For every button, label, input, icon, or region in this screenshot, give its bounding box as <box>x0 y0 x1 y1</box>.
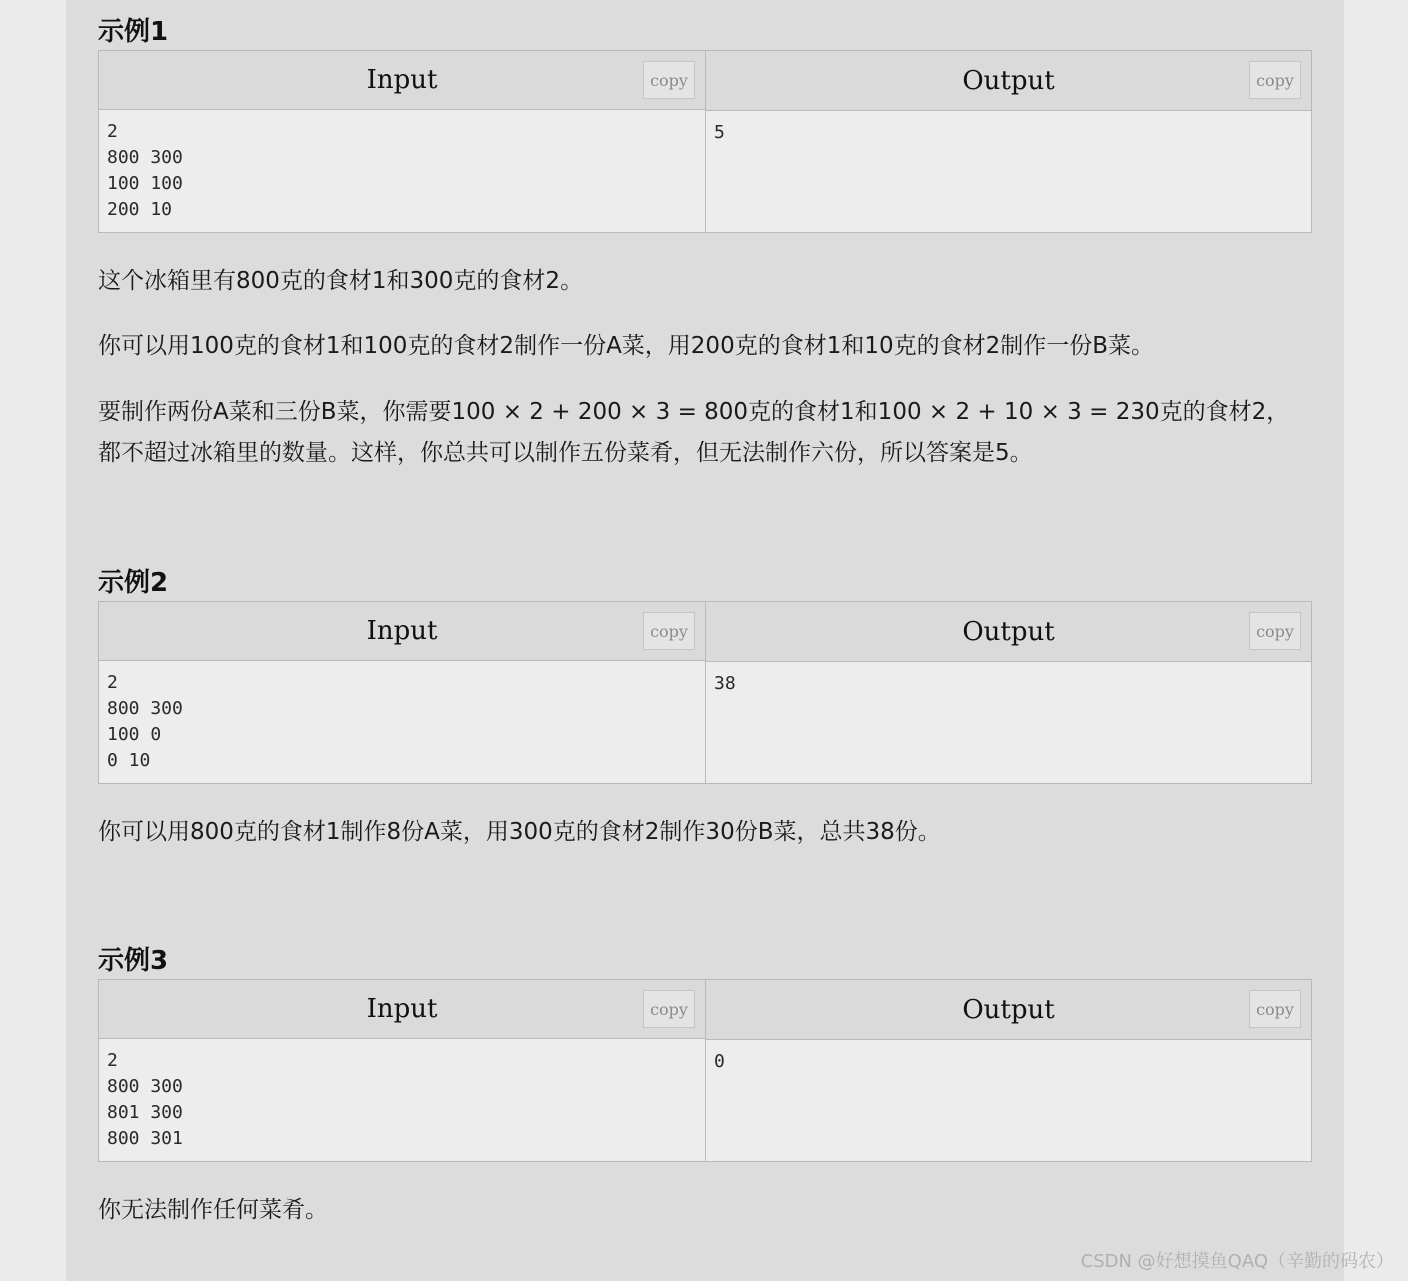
sample-1-title: 示例1 <box>98 17 169 47</box>
copy-input-button[interactable]: copy <box>643 990 695 1028</box>
sample-1-output-column <box>705 51 1311 232</box>
sample-2-input-text: 2 800 300 100 0 0 10 <box>99 661 705 783</box>
copy-output-button[interactable]: copy <box>1249 990 1301 1028</box>
copy-output-button[interactable]: copy <box>1249 61 1301 99</box>
sample-2-input-header <box>99 602 705 661</box>
sample-2 <box>98 567 1312 784</box>
sample-3-io-table <box>98 979 1312 1162</box>
sample-2-note-1: 你可以用800克的食材1制作8份A菜，用300克的食材2制作30份B菜，总共38份。 <box>98 819 941 845</box>
sample-1-output-text: 5 <box>706 111 1311 232</box>
sample-3-title: 示例3 <box>98 946 169 976</box>
output-label: Output <box>962 994 1055 1025</box>
sample-3-output-text: 0 <box>706 1040 1311 1161</box>
sample-1-output-header <box>706 51 1311 111</box>
sample-1-input-header <box>99 51 705 110</box>
sample-1-note-2: 你可以用100克的食材1和100克的食材2制作一份A菜，用200克的食材1和10克的食材2制作一份B菜。 <box>98 333 1155 359</box>
sample-1-note-3: 要制作两份A菜和三份B菜，你需要100 × 2 + 200 × 3 = 800克的食材1和100 × 2 + 10 × 3 = 230克的食材2，都不超过冰箱里的数量。这样，你总共可以制作五份菜肴，但无法制作六份，所以答案是5。 <box>98 399 1290 466</box>
sample-2-input-column <box>99 602 705 783</box>
sample-3-output-column <box>705 980 1311 1161</box>
sample-1-io-table <box>98 50 1312 233</box>
sample-3-input-text: 2 800 300 801 300 800 301 <box>99 1039 705 1161</box>
input-label: Input <box>366 994 438 1024</box>
copy-input-button[interactable]: copy <box>643 612 695 650</box>
sample-1-note-1: 这个冰箱里有800克的食材1和300克的食材2。 <box>98 268 584 294</box>
sample-1-input-column <box>99 51 705 232</box>
sample-3-note-1: 你无法制作任何菜肴。 <box>98 1197 328 1223</box>
sample-3 <box>98 945 1312 1162</box>
csdn-watermark: CSDN @好想摸鱼QAQ（辛勤的码农） <box>1080 1251 1394 1272</box>
sample-1 <box>98 16 1312 233</box>
output-label: Output <box>962 65 1055 96</box>
sample-3-input-header <box>99 980 705 1039</box>
input-label: Input <box>366 65 438 95</box>
copy-output-button[interactable]: copy <box>1249 612 1301 650</box>
sample-2-output-header <box>706 602 1311 662</box>
sample-3-input-column <box>99 980 705 1161</box>
sample-2-io-table <box>98 601 1312 784</box>
sample-3-output-header <box>706 980 1311 1040</box>
output-label: Output <box>962 616 1055 647</box>
sample-2-output-text: 38 <box>706 662 1311 783</box>
sample-1-input-text: 2 800 300 100 100 200 10 <box>99 110 705 232</box>
sample-2-output-column <box>705 602 1311 783</box>
sample-2-title: 示例2 <box>98 568 169 598</box>
copy-input-button[interactable]: copy <box>643 61 695 99</box>
input-label: Input <box>366 616 438 646</box>
